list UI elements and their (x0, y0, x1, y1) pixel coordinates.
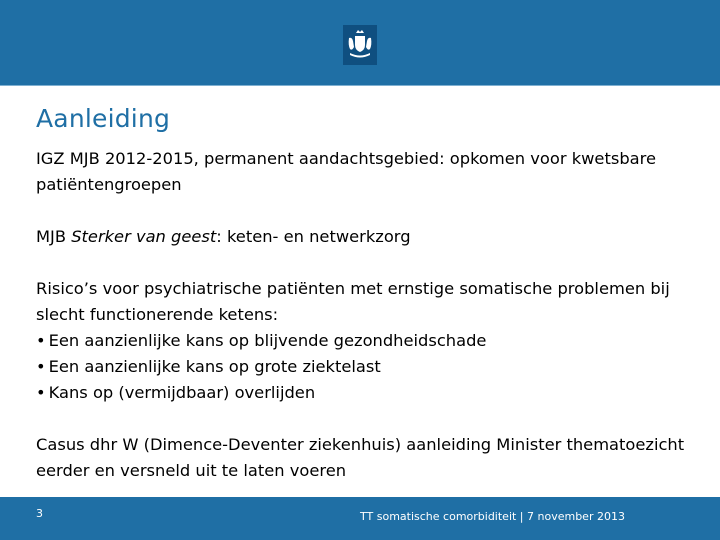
spacer (36, 198, 696, 224)
paragraph-mjb-prefix: MJB (36, 227, 72, 246)
slide-body (36, 146, 696, 484)
page-number: 3 (36, 507, 43, 520)
risk-bullet-1: • Een aanzienlijke kans op blijvende gezondheidschade (36, 328, 696, 354)
risk-bullet-2: • Een aanzienlijke kans op grote ziektelast (36, 354, 696, 380)
paragraph-mjb-suffix: : keten- en netwerkzorg (216, 227, 411, 246)
coat-of-arms-icon (343, 25, 377, 65)
spacer (36, 406, 696, 432)
paragraph-risks-intro: Risico’s voor psychiatrische patiënten met ernstige somatische problemen bij slecht functionerende ketens: (36, 279, 670, 324)
header-divider (0, 85, 720, 86)
paragraph-mjb-italic: Sterker van geest (71, 227, 217, 246)
paragraph-mandate: IGZ MJB 2012-2015, permanent aandachtsgebied: opkomen voor kwetsbare patiëntengroepen (36, 149, 656, 194)
risk-bullet-3: • Kans op (vermijdbaar) overlijden (36, 380, 696, 406)
slide-title: Aanleiding (36, 104, 171, 133)
paragraph-mjb (36, 224, 696, 250)
footer-caption: TT somatische comorbiditeit | 7 november 2013 (360, 510, 625, 523)
spacer (36, 250, 696, 276)
paragraph-case: Casus dhr W (Dimence-Deventer ziekenhuis) aanleiding Minister thematoezicht eerder en versneld uit te laten voeren (36, 435, 685, 480)
